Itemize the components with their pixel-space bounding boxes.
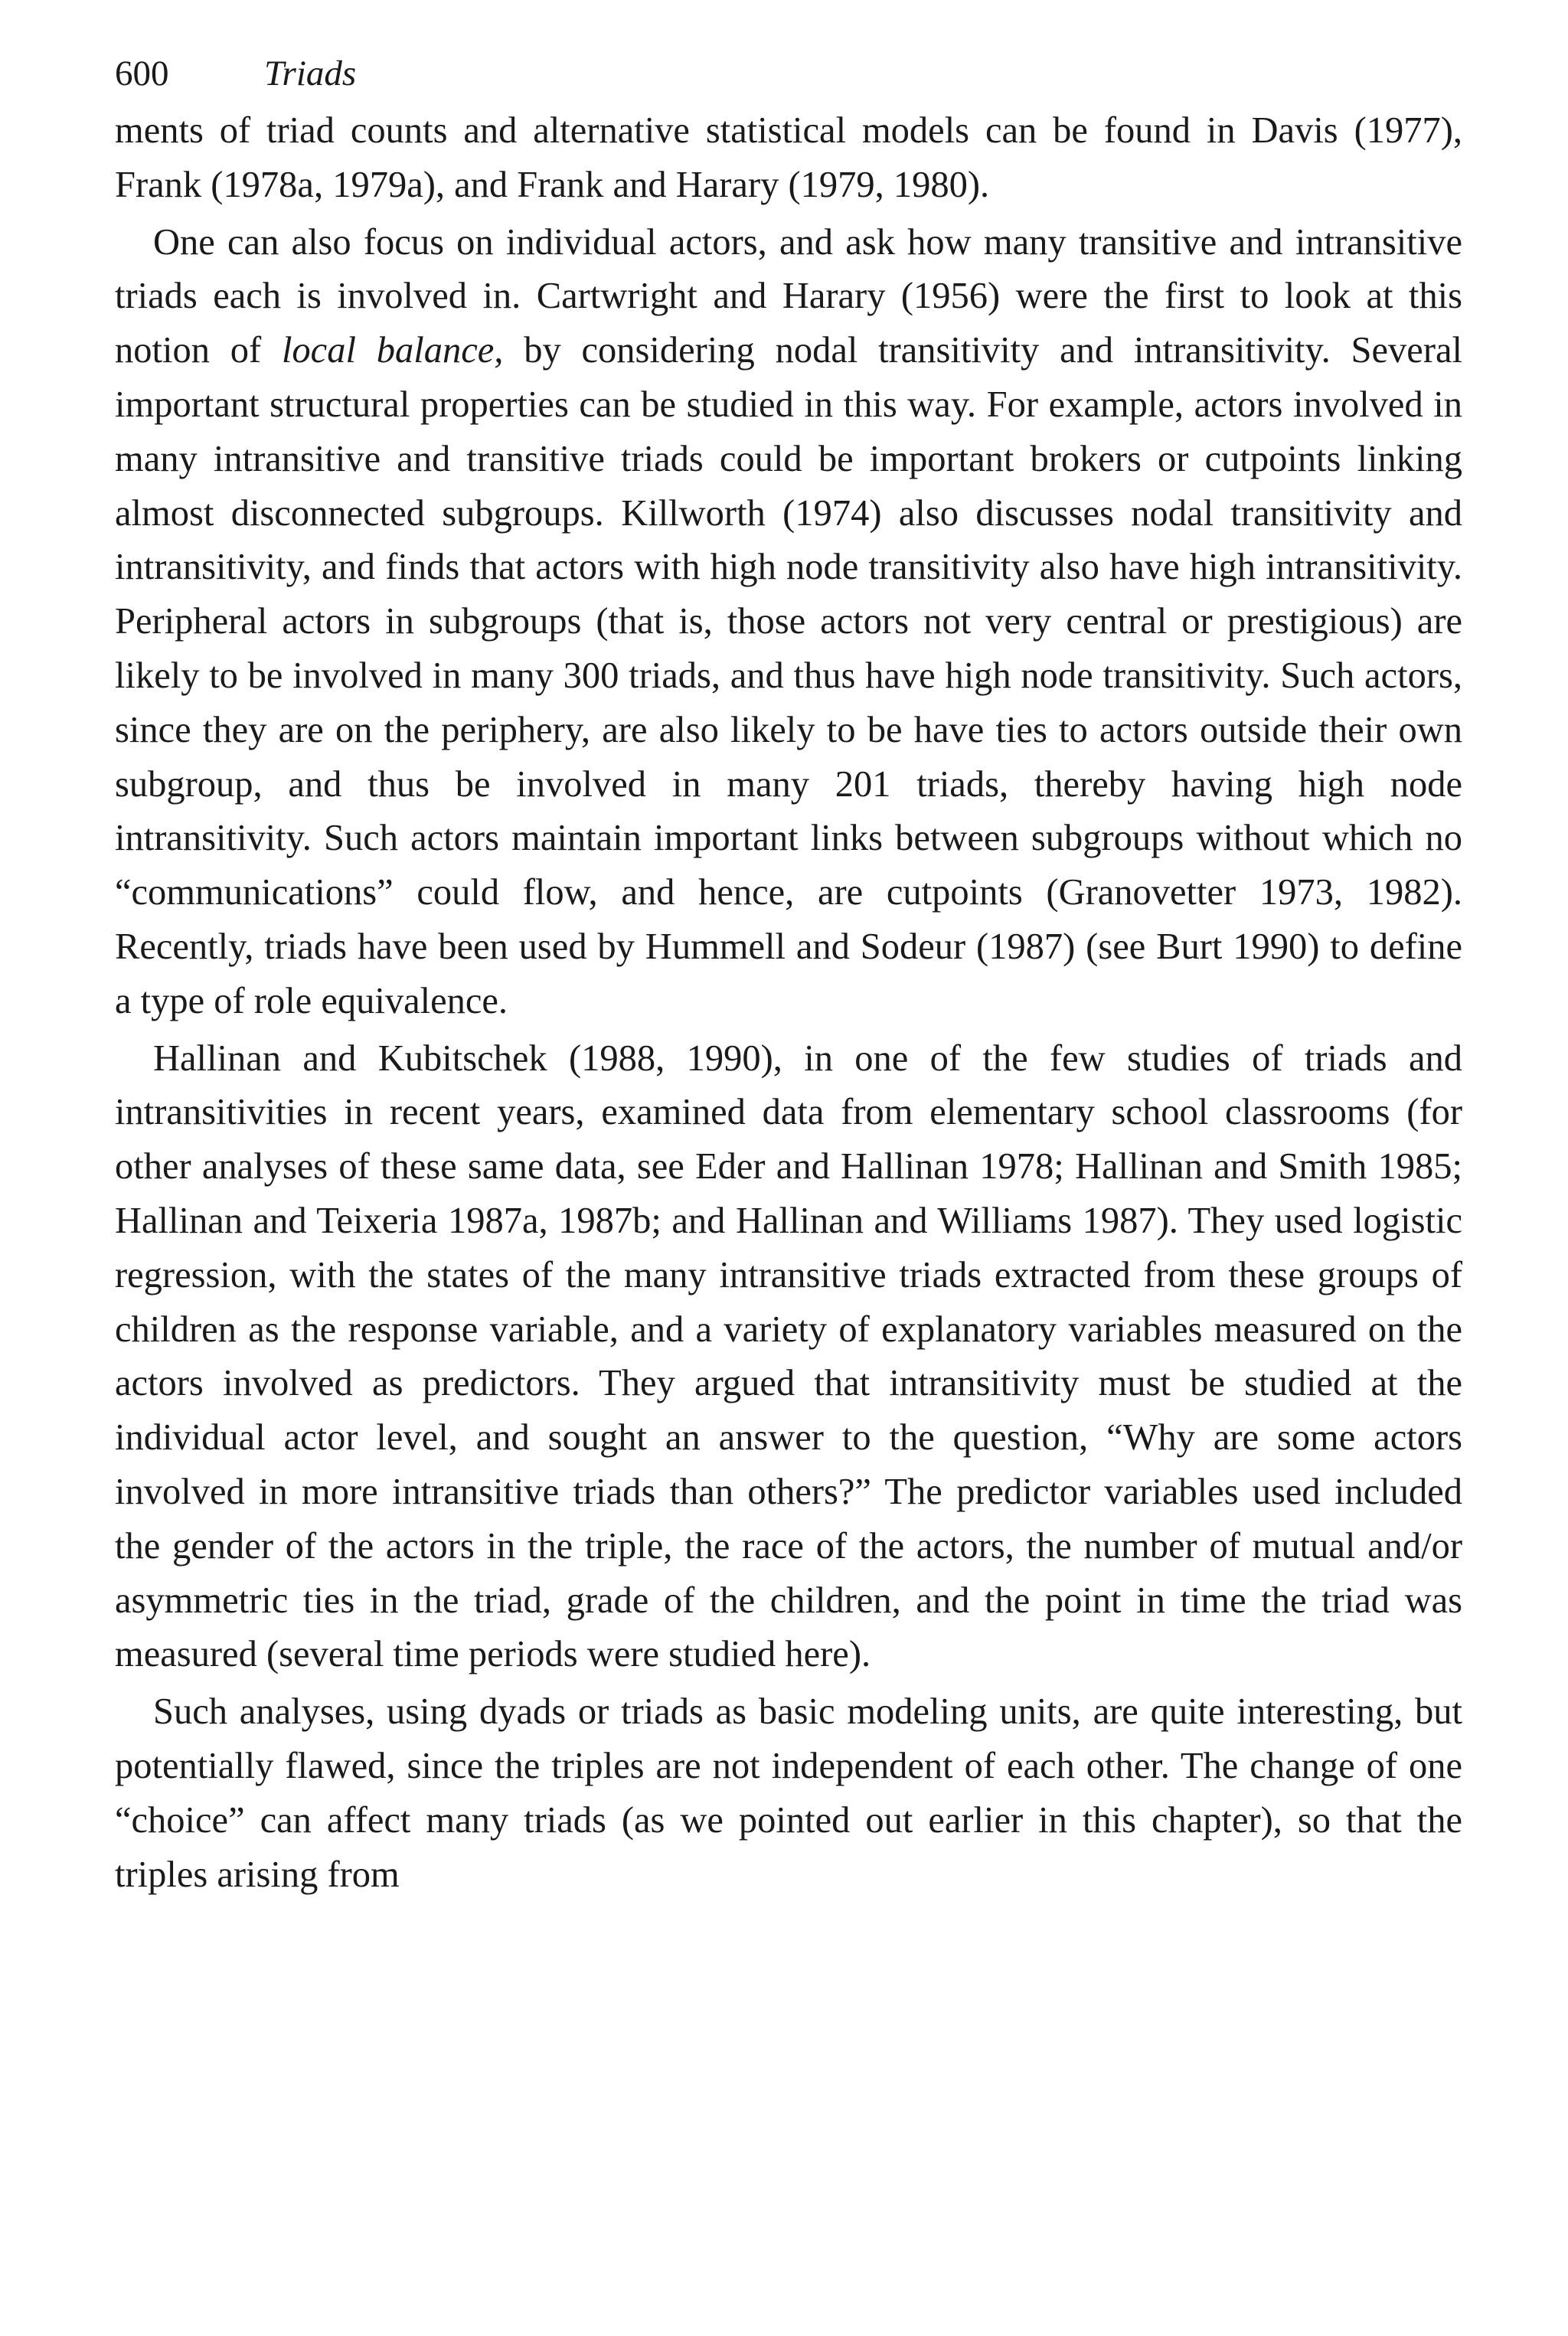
- italic-term: local balance,: [281, 330, 504, 371]
- paragraph-hallinan-kubitschek: Hallinan and Kubitschek (1988, 1990), in one of the few studies of triads and intransitivities in recent years, examined data from elementary school classrooms (for other analyses of these same data, see Eder and Hallinan 1978; Hallinan and Smith 1985; Hallinan and Teixeria 1987a, 1987b; and Hallinan and Williams 1987). They used logistic regression, with the states of the many intransitive triads extracted from these groups of children as the response variable, and a variety of explanatory variables measured on the actors involved as predictors. They argued that intransitivity must be studied at the individual actor level, and sought an answer to the question, “Why are some actors involved in more intransitive triads than others?” The predictor variables used included the gender of the actors in the triple, the race of the actors, the number of mutual and/or asymmetric ties in the triad, grade of the children, and the point in time the triad was measured (several time periods were studied here).: [115, 1037, 1462, 1675]
- page-number: 600: [115, 54, 169, 93]
- paragraph-continuation: ments of triad counts and alternative statistical models can be found in Davis (1977), Frank (1978a, 1979a), and Frank and Harary (1979, 1980).: [115, 110, 1462, 205]
- book-page: [115, 49, 1462, 1902]
- paragraph-text: by considering nodal transitivity and intransitivity. Several important structural properties can be studied in this way. For example, actors involved in many intransitive and transitive triads could be important brokers or cutpoints linking almost disconnected subgroups. Killworth (1974) also discusses nodal transitivity and intransitivity, and finds that actors with high node transitivity also have high intransitivity. Peripheral actors in subgroups (that is, those actors not very central or prestigious) are likely to be involved in many 300 triads, and thus have high node transitivity. Such actors, since they are on the periphery, are also likely to be have ties to actors outside their own subgroup, and thus be involved in many 201 triads, thereby having high node intransitivity. Such actors maintain important links between subgroups without which no “communications” could flow, and hence, are cutpoints (Granovetter 1973, 1982). Recently, triads have been used by Hummell and Sodeur (1987) (see Burt 1990) to define a type of role equivalence.: [115, 330, 1462, 1021]
- paragraph-such-analyses: Such analyses, using dyads or triads as basic modeling units, are quite interesting, but potentially flawed, since the triples are not independent of each other. The change of one “choice” can affect many triads (as we pointed out earlier in this chapter), so that the triples arising from: [115, 1691, 1462, 1895]
- paragraph-local-balance: [115, 216, 1462, 1029]
- chapter-title: Triads: [264, 54, 357, 93]
- running-head: [115, 49, 1462, 104]
- paragraph-text: One can also focus on individual actors, and ask how many transitive and intransitive triads each is involved in. Cartwright and Harary (1956) were the first to look at this notion of: [115, 221, 1462, 371]
